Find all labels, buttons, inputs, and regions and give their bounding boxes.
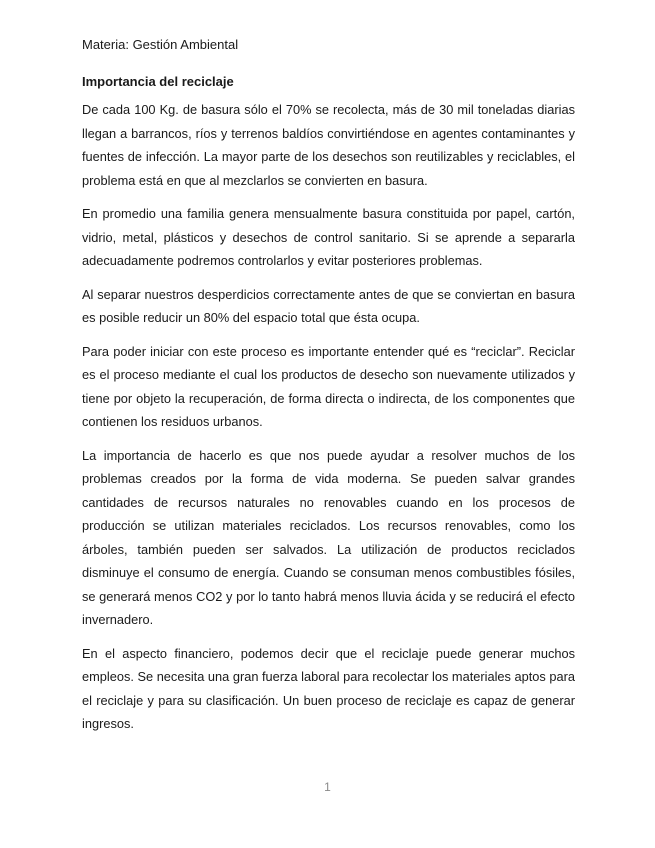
page-number: 1 bbox=[324, 780, 331, 794]
paragraph-6: En el aspecto financiero, podemos decir que el reciclaje puede generar muchos empleos. Se necesita una gran fuerza laboral para recolectar los materiales aptos para el reciclaje y para su clasificación. Un buen proceso de reciclaje es capaz de generar ingresos. bbox=[82, 645, 575, 731]
paragraph-2: En promedio una familia genera mensualmente basura constituida por papel, cartón, vidrio, metal, plásticos y desechos de control sanitario. Si se aprende a separarla adecuadamente podremos controlarlos y evitar posteriores problemas. bbox=[82, 206, 575, 268]
subject-header: Materia: Gestión Ambiental bbox=[82, 37, 239, 52]
paragraph-4: Para poder iniciar con este proceso es importante entender qué es “reciclar”. Reciclar es el proceso mediante el cual los productos de desecho son nuevamente utilizados y tiene por objeto la recuperación, de forma directa o indirecta, de los componentes que contienen los residuos urbanos. bbox=[82, 343, 575, 429]
paragraph-5: La importancia de hacerlo es que nos puede ayudar a resolver muchos de los problemas creados por la forma de vida moderna. Se pueden salvar grandes cantidades de recursos naturales no renovables cuando en los procesos de producción se utilizan materiales reciclados. Los recursos renovables, como los árboles, también pueden ser salvados. La utilización de productos reciclados disminuye el consumo de energía. Cuando se consuman menos combustibles fósiles, se generará menos CO2 y por lo tanto habrá menos lluvia ácida y se reducirá el efecto invernadero. bbox=[82, 447, 575, 627]
document-title: Importancia del reciclaje bbox=[82, 74, 234, 89]
paragraph-3: Al separar nuestros desperdicios correctamente antes de que se conviertan en basura es posible reducir un 80% del espacio total que ésta ocupa. bbox=[82, 286, 575, 325]
paragraph-1: De cada 100 Kg. de basura sólo el 70% se recolecta, más de 30 mil toneladas diarias llegan a barrancos, ríos y terrenos baldíos convirtiéndose en agentes contaminantes y fuentes de infección. La mayor parte de los desechos son reutilizables y reciclables, el problema está en que al mezclarlos se convierten en basura. bbox=[82, 102, 575, 188]
